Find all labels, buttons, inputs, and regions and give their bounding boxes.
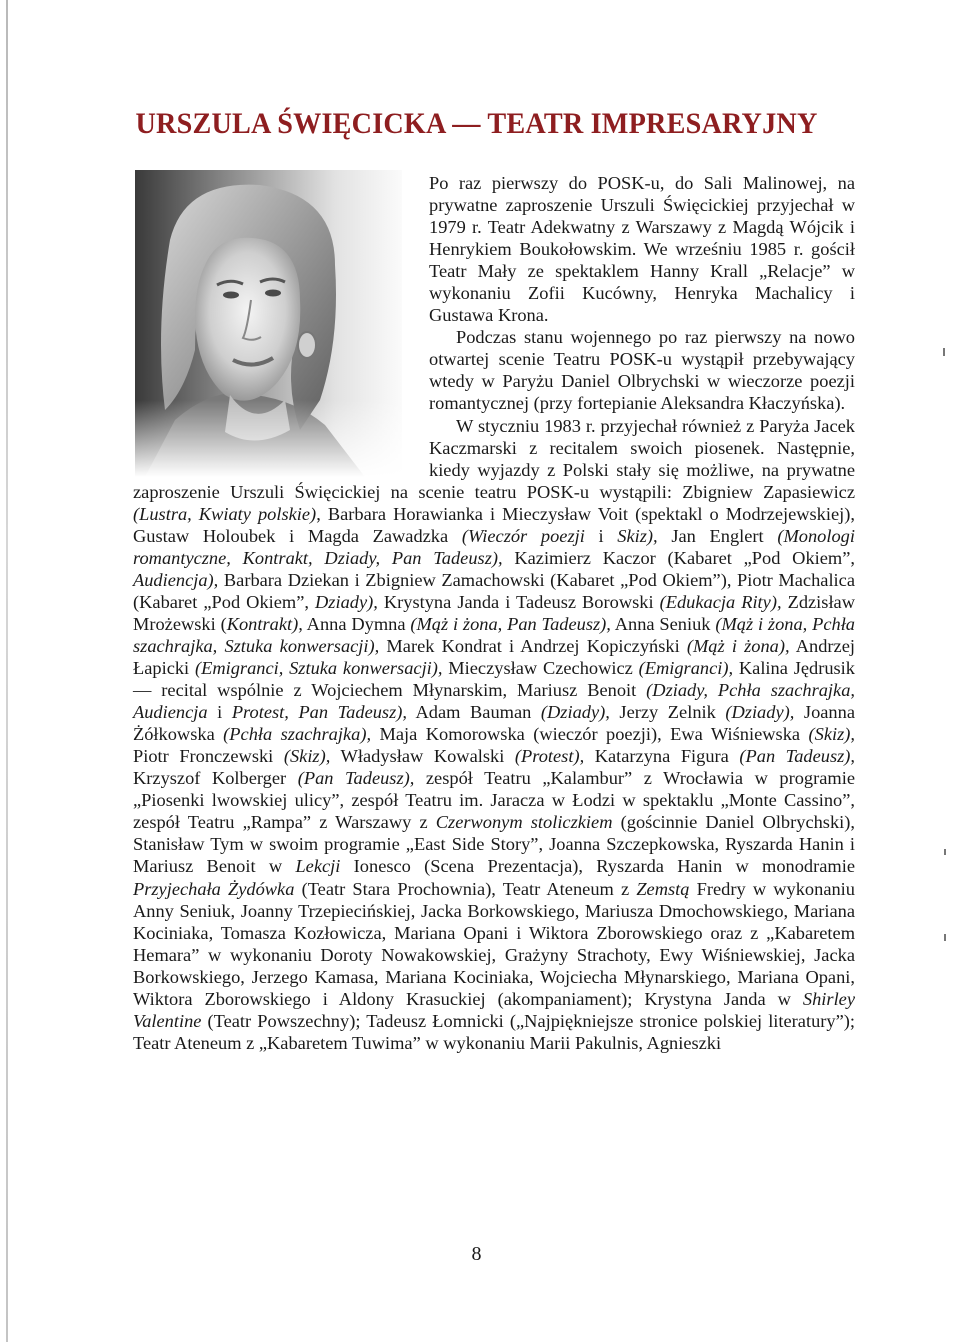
text-run: i (207, 702, 232, 723)
italic-title-run: (Mąż i żona, Pchła szachrajka, Sztuka konwersacji), (133, 613, 855, 656)
italic-title-run: (Pan Tadeusz), (739, 746, 856, 767)
italic-title-run: (Dziady, Pchła szachrajka, Audiencja (133, 680, 855, 723)
text-run: Mieczysław Czechowicz (442, 658, 639, 679)
text-run: Fredry w wykonaniu Anny Seniuk, Joanny Trzepiecińskiej, Jacka Borkowskiego, Mariusza Dmochowskiego, Mariana Kociniaka, Tomasza Kozłowicza, Mariana Opani i Wiktora Zborowskiego oraz z „Kabaretem Hemara” w wykonaniu Doroty Nowakowskiej, Grażyny Strachoty, Ewy Wiśniewskiej, Jacka Borkowskiego, Jerzego Kamasa, Mariana Kociniaka, Wojciecha Młynarskiego, Mariana Opani, Wiktora Zborowskiego i Aldony Krasuckiej (akompaniament); Krystyna Janda w (133, 878, 855, 1009)
text-run: Kazimierz Kaczor (Kabaret „Pod Okiem”, (502, 547, 855, 568)
italic-title-run: (Pan Tadeusz), (297, 768, 415, 789)
page-title: URSZULA ŚWIĘCICKA — TEATR IMPRESARYJNY (135, 107, 818, 140)
text-run: Jerzy Zelnik (609, 702, 726, 723)
italic-title-run: (Emigranci), (638, 658, 734, 679)
text-run: Adam Bauman (406, 702, 541, 723)
italic-title-run: (Pchła szachrajka), (223, 724, 372, 745)
italic-title-run: Kontrakt), (226, 613, 303, 634)
text-run: Piotr Fronczewski (133, 746, 284, 767)
italic-title-run: Shirley Valentine (133, 988, 855, 1031)
italic-title-run: (Mąż i żona, Pan Tadeusz), (410, 613, 611, 634)
italic-title-run: Protest, Pan Tadeusz), (231, 702, 407, 723)
text-run: W styczniu 1983 r. przyjechał również z Paryża Jacek Kaczmarski z recitalem swoich piosenek. Następnie, kiedy wyjazdy z Polski stały się możliwe, na prywatne zaproszenie Urszuli Święcickiej na scenie teatru POSK-u wystąpili: Zbigniew Zapasiewicz (133, 415, 855, 502)
text-run: Andrzej Łapicki (133, 635, 855, 679)
text-run: Marek Kondrat i Andrzej Kopiczyński (379, 635, 687, 656)
italic-title-run: Lekcji (295, 856, 341, 877)
article-body (133, 172, 855, 1054)
italic-title-run: Audiencja), (133, 569, 219, 590)
text-run: Podczas stanu wojennego po raz pierwszy na nowo otwartej scenie Teatru POSK-u wystąpił przebywający wtedy w Paryżu Daniel Olbrychski w wieczorze poezji romantycznej (przy fortepianie Aleksandra Kłaczyńska). (429, 327, 855, 414)
text-run: zespół Teatru „Kalambur” z Wrocławia w programie „Piosenki lwowskiej ulicy”, zespół Teatru im. Jaracza w Łodzi w spektaklu „Monte Cassino”, zespół Teatru „Rampa” z Warszawy z (133, 768, 855, 833)
italic-title-run: Skiz), (617, 525, 658, 546)
italic-title-run: Zemstą (636, 878, 690, 899)
italic-title-run: (Monologi romantyczne, Kontrakt, Dziady, Pan Tadeusz), (133, 525, 855, 568)
italic-title-run: (Protest), (514, 746, 585, 767)
scan-edge (6, 0, 8, 1342)
italic-title-run: (Dziady), (540, 702, 610, 723)
italic-title-run: (Skiz), (283, 746, 331, 767)
italic-title-run: (Emigranci, Sztuka konwersacji), (194, 658, 443, 679)
text-run: Krystyna Janda i Tadeusz Borowski (377, 591, 660, 612)
italic-title-run: (Edukacja Rity), (659, 591, 782, 612)
text-run: Maja Komorowska (wieczór poezji), Ewa Wiśniewska (371, 724, 809, 745)
italic-title-run: (Lustra, Kwiaty polskie) (133, 503, 317, 524)
text-run: Zdzisław Mrożewski ( (133, 591, 856, 634)
paragraph-3 (133, 415, 855, 1054)
text-run: Kalina Jędrusik — recital wspólnie z Wojciechem Młynarskim, Mariusz Benoit (133, 658, 855, 701)
text-run: Po raz pierwszy do POSK-u, do Sali Malinowej, na prywatne zaproszenie Urszuli Święcickiej przyjechał w 1979 r. Teatr Adekwatny z Warszawy z Magdą Wójcik i Henrykiem Boukołowskim. We wrześniu 1985 r. gościł Teatr Mały ze spektaklem Hanny Krall „Relacje” w wykonaniu Zofii Kucówny, Henryka Machalicy i Gustawa Krona. (429, 173, 855, 326)
page-number: 8 (471, 1243, 482, 1265)
scan-speck (944, 934, 946, 941)
scan-speck (944, 849, 946, 855)
italic-title-run: (Wieczór poezji (461, 525, 585, 546)
scan-speck (943, 348, 945, 356)
text-run: Katarzyna Figura (584, 746, 740, 767)
text-run: Władysław Kowalski (330, 746, 515, 767)
text-run: Ionesco (Scena Prezentacja), Ryszarda Hanin w monodramie (340, 856, 855, 877)
text-run: (Teatr Stara Prochownia), Teatr Ateneum z (294, 878, 637, 899)
text-run: Barbara Dziekan i Zbigniew Zamachowski (Kabaret „Pod Okiem”), Piotr Machalica (Kabaret „Pod Okiem”, (133, 569, 855, 612)
italic-title-run: Dziady), (315, 591, 378, 612)
text-run: Anna Seniuk (610, 613, 716, 634)
text-run: i (584, 525, 618, 546)
italic-title-run: Przyjechała Żydówka (133, 878, 295, 899)
text-run: Anna Dymna (302, 613, 411, 634)
text-run: Krzyszof Kolberger (133, 768, 298, 789)
italic-title-run: (Dziady), (725, 702, 795, 723)
italic-title-run: (Mąż i żona), (686, 635, 790, 656)
text-run: Joanna Żółkowska (133, 702, 855, 745)
text-run: Jan Englert (657, 525, 778, 546)
text-run: , Barbara Horawianka i Mieczysław Voit (spektakl o Modrzejewskiej), Gustaw Holoubek i Magda Zawadzka (133, 503, 855, 546)
photo-float-spacer (133, 172, 429, 480)
italic-title-run: Czerwonym stoliczkiem (435, 812, 613, 833)
italic-title-run: (Skiz), (808, 724, 855, 745)
text-run: (gościnnie Daniel Olbrychski), Stanisław Tym w swoim programie „East Side Story”, Joanna Szczepkowska, Ryszarda Hanin i Mariusz Benoit w (133, 812, 855, 877)
text-run: (Teatr Powszechny); Tadeusz Łomnicki („Najpiękniejsze stronice polskiej literatury”); Teatr Ateneum z „Kabaretem Tuwima” w wykonaniu Marii Pakulnis, Agnieszki (133, 1010, 855, 1053)
